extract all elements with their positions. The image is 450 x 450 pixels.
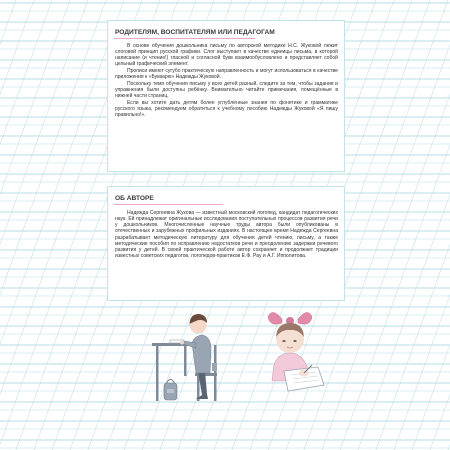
parents-section — [107, 20, 345, 172]
author-section-text — [115, 210, 338, 259]
paragraph: Надежда Сергеевна Жукова — известный московский логопед, кандидат педагогических наук. Ей принадлежат оригинальные исследования поступательных процессов развития речи у дошкольников. Многочисленные научные труды автора были опубликованы в отечественных и зарубежных профильных изданиях. В настоящее время Надежда Сергеевна разрабатывает методическую литературу для обучения детей чтению, письму, а также методические пособия по исправлению недостатков речи и преодолению задержки речевого развития у детей. В своей практической работе автор сохраняет и продолжает традиции известных советских педагогов, логопедов-практиков Е.Ф. Рау и А.Г. Ипполитова. — [115, 210, 338, 260]
paragraph: В основе обучения дошкольника письму по авторской методике Н.С. Жуковой лежит слоговой принцип русской графики. Слог выступает в качестве единицы письма, в которой написание (и чтение!) гласной и согласной букв взаимообусловлено и представляет собой цельный графический элемент. — [115, 43, 338, 68]
boy-writing-illustration — [150, 303, 225, 408]
parents-section-text — [115, 43, 338, 118]
author-section-heading: ОБ АВТОРЕ — [114, 193, 223, 205]
paragraph: Прописи имеют сугубо практическую направленность и могут использоваться в качестве приложения к «Букварю» Надежды Жуковой. — [115, 68, 338, 81]
ruling-line — [340, 0, 450, 450]
ruling-line — [0, 0, 70, 450]
ruling-line — [0, 0, 106, 450]
ruling-line — [430, 0, 450, 450]
author-section — [107, 186, 345, 301]
parents-section-heading: РОДИТЕЛЯМ, ВОСПИТАТЕЛЯМ ИЛИ ПЕДАГОГАМ — [114, 27, 255, 39]
paragraph: Если вы хотите дать детям более углублённые знания по фонетике и грамматике русского языка, рекомендуем обратиться к учебному пособию Надежды Жуковой «Я пишу правильно!». — [115, 99, 338, 119]
ruling-line — [0, 0, 34, 450]
ruling-line — [0, 0, 124, 450]
ruling-line — [0, 0, 16, 450]
paragraph: Поскольку темп обучения письму у всех детей разный, следите за тем, чтобы задания и упражнения были доступны ребёнку. Внимательно читайте примечания, помещённые в нижней части страниц. — [115, 80, 338, 100]
ruling-line — [0, 0, 88, 450]
ruling-line — [0, 0, 52, 450]
ruling-line — [412, 0, 450, 450]
girl-writing-illustration — [262, 305, 332, 400]
